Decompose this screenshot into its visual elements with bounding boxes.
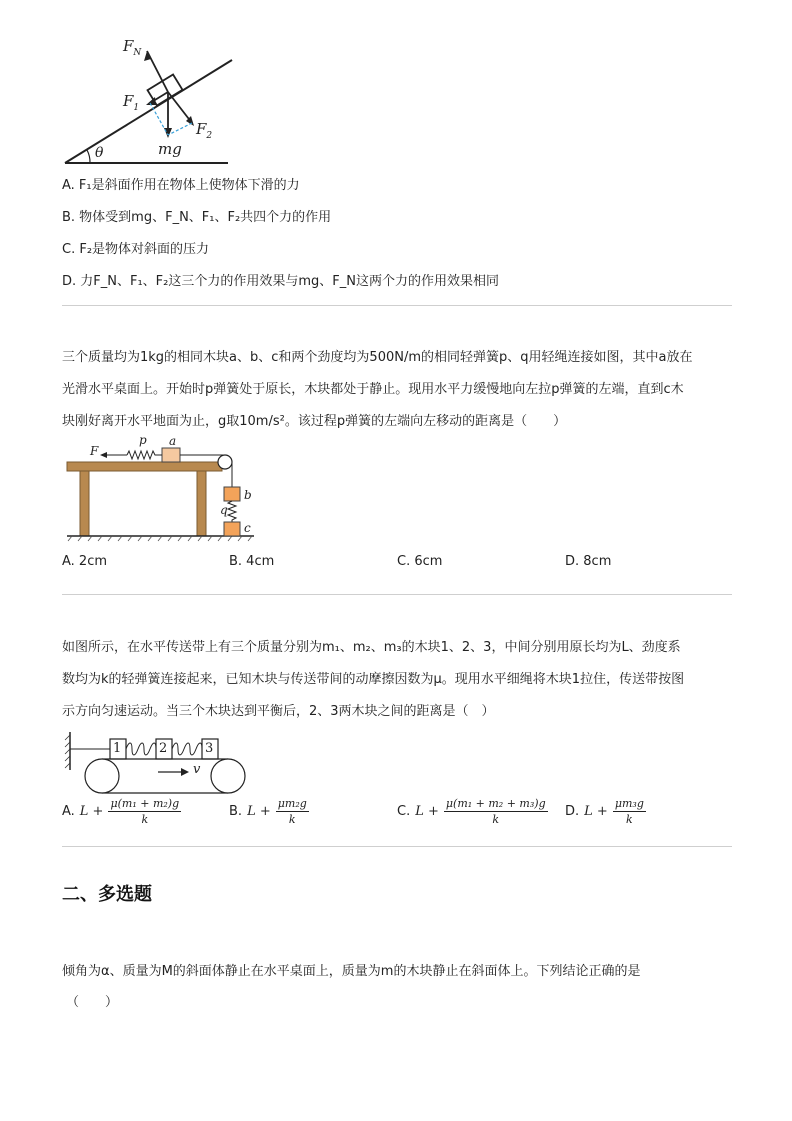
label-b: b	[244, 488, 252, 502]
conveyor-belt-diagram	[62, 730, 252, 798]
q4-stem-line-1: 倾角为α、质量为M的斜面体静止在水平桌面上，质量为m的木块静止在斜面体上。下列结论正确的是	[62, 964, 641, 979]
block-c	[224, 522, 240, 536]
label-c: c	[244, 521, 251, 535]
label-block-1: 1	[113, 741, 122, 756]
table-leg-left	[80, 471, 89, 536]
label-fn: $F_N$	[123, 37, 142, 58]
angle-arc	[87, 150, 90, 163]
spring-q	[228, 501, 236, 522]
q3-option-d[interactable]: D. L + $\frac{\text{μm₃g}}{k}$	[565, 797, 644, 826]
q1-option-d[interactable]: D. 力F_N、F₁、F₂这三个力的作用效果与mg、F_N这两个力的作用效果相同	[62, 274, 499, 289]
q3-option-c[interactable]: C. L + $\frac{\text{μ(m₁ + m₂ + m₃)g}}{k}$	[397, 797, 546, 826]
q3-option-b[interactable]: B. L + $\frac{\text{μm₂g}}{k}$	[229, 797, 307, 826]
pulley	[218, 455, 232, 469]
q1-option-c[interactable]: C. F₂是物体对斜面的压力	[62, 242, 210, 257]
q2-stem-line-2: 光滑水平桌面上。开始时p弹簧处于原长，木块都处于静止。现用水平力缓慢地向左拉p弹簧的左端，直到c木	[62, 382, 684, 397]
block-b	[224, 487, 240, 501]
incline-force-diagram	[60, 35, 240, 170]
divider-2	[62, 594, 732, 595]
label-theta: θ	[95, 145, 104, 161]
q3-stem-line-3: 示方向匀速运动。当三个木块达到平衡后，2、3两木块之间的距离是（ ）	[62, 704, 495, 719]
q3-stem-line-1: 如图所示，在水平传送带上有三个质量分别为m₁、m₂、m₃的木块1、2、3，中间分别用原长均为L、劲度系	[62, 640, 681, 655]
label-f2: $F_2$	[196, 120, 213, 141]
label-f1: $F_1$	[123, 92, 140, 113]
label-q: q	[220, 503, 228, 517]
table-top	[67, 462, 222, 471]
q2-option-a[interactable]: A. 2cm	[62, 554, 108, 569]
spring-1	[126, 743, 156, 755]
q2-option-b[interactable]: B. 4cm	[229, 554, 275, 569]
label-a: a	[169, 434, 177, 448]
q3-stem-line-2: 数均为k的轻弹簧连接起来，已知木块与传送带间的动摩擦因数为μ。现用水平细绳将木块1拉住，传送带按图	[62, 672, 685, 687]
block-a	[162, 448, 180, 462]
f2-arrow	[168, 92, 192, 123]
q1-option-a[interactable]: A. F₁是斜面作用在物体上使物体下滑的力	[62, 178, 300, 193]
roller-right	[211, 759, 245, 793]
label-velocity: v	[193, 762, 201, 777]
q4-stem-line-2: （ ）	[66, 995, 119, 1010]
section-title: 二、多选题	[62, 884, 152, 905]
q2-stem-line-3: 块刚好离开水平地面为止，g取10m/s²。该过程p弹簧的左端向左移动的距离是（ ）	[62, 414, 567, 429]
q2-option-d[interactable]: D. 8cm	[565, 554, 612, 569]
spring-2	[172, 743, 202, 755]
label-block-2: 2	[159, 741, 168, 756]
roller-left	[85, 759, 119, 793]
q3-option-a[interactable]: A. L + $\frac{\text{μ(m₁ + m₂)g}}{k}$	[62, 797, 180, 826]
q1-option-b[interactable]: B. 物体受到mg、F_N、F₁、F₂共四个力的作用	[62, 210, 332, 225]
q2-stem-line-1: 三个质量均为1kg的相同木块a、b、c和两个劲度均为500N/m的相同轻弹簧p、q用轻绳连接如图，其中a放在	[62, 350, 693, 365]
divider-3	[62, 846, 732, 847]
divider-1	[62, 305, 732, 306]
label-F: F	[90, 444, 99, 458]
label-p: p	[139, 433, 147, 447]
spring-p	[127, 451, 162, 459]
table-leg-right	[197, 471, 206, 536]
label-mg: mg	[158, 140, 182, 158]
q2-option-c[interactable]: C. 6cm	[397, 554, 443, 569]
label-block-3: 3	[205, 741, 214, 756]
incline-line	[65, 60, 232, 163]
